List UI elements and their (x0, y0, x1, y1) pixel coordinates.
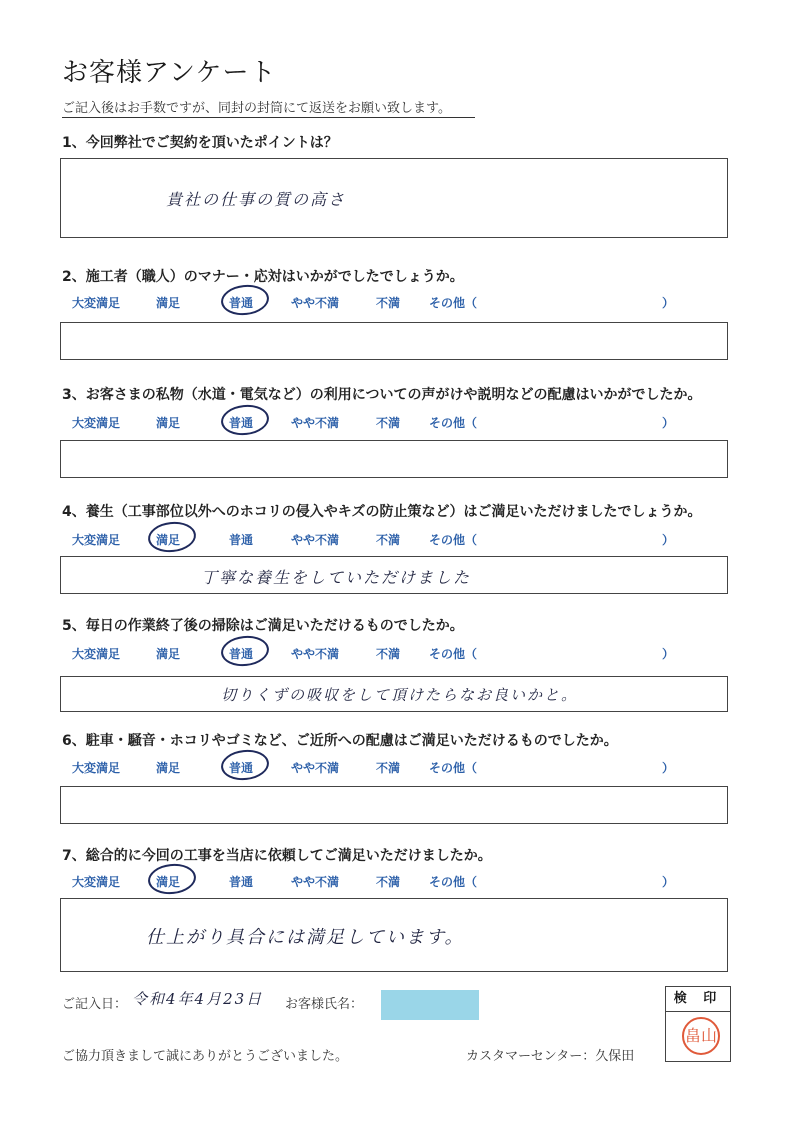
option-2[interactable]: 満足 (156, 296, 181, 310)
selected-circle-mark (220, 403, 271, 438)
question-6-text: 6、駐車・騒音・ホコリやゴミなど、ご近所への配慮はご満足いただけるものでしたか。 (62, 733, 618, 749)
question-5-text: 5、毎日の作業終了後の掃除はご満足いただけるものでしたか。 (62, 618, 464, 634)
question-7-answer-box[interactable] (60, 898, 728, 972)
option-4[interactable]: やや不満 (291, 416, 340, 430)
option-5[interactable]: 不満 (376, 761, 401, 775)
question-5-answer-box[interactable] (60, 676, 728, 712)
option-5[interactable]: 不満 (376, 416, 401, 430)
option-3[interactable]: 普通 (229, 875, 254, 889)
question-7-text: 7、総合的に今回の工事を当店に依頼してご満足いただけましたか。 (62, 848, 492, 864)
selected-circle-mark (220, 748, 271, 783)
selected-circle-mark (147, 862, 198, 897)
customer-name-redacted (381, 990, 479, 1020)
handwritten-answer: 丁寧な養生をしていただけました (201, 568, 472, 587)
handwritten-answer: 貴社の仕事の質の高さ (166, 190, 347, 209)
option-2[interactable]: 満足 (156, 647, 181, 661)
date-value: 令和4年4月23日 (132, 990, 264, 1008)
question-6-options (62, 757, 702, 779)
option-1[interactable]: 大変満足 (72, 533, 121, 547)
option-4[interactable]: やや不満 (291, 761, 340, 775)
option-6[interactable]: その他（ (429, 875, 478, 889)
thanks-text: ご協力頂きまして誠にありがとうございました。 (62, 1049, 349, 1064)
question-2-text: 2、施工者（職人）のマナー・応対はいかがでしたでしょうか。 (62, 269, 464, 285)
option-2[interactable]: 満足 (156, 416, 181, 430)
question-2-options (62, 292, 702, 314)
selected-circle-mark (147, 520, 198, 555)
option-5[interactable]: 不満 (376, 647, 401, 661)
option-1[interactable]: 大変満足 (72, 416, 121, 430)
handwritten-answer: 仕上がり具合には満足しています。 (146, 927, 465, 948)
option-7[interactable]: ） (662, 296, 675, 310)
option-3[interactable]: 普通 (229, 647, 254, 661)
option-1[interactable]: 大変満足 (72, 296, 121, 310)
question-1-text: 1、今回弊社でご契約を頂いたポイントは？ (62, 135, 338, 151)
option-3[interactable]: 普通 (229, 761, 254, 775)
seal-stamp: 畠山 (682, 1017, 720, 1055)
option-6[interactable]: その他（ (429, 416, 478, 430)
option-1[interactable]: 大変満足 (72, 875, 121, 889)
question-1-answer-box[interactable] (60, 158, 728, 238)
question-3-options (62, 412, 702, 434)
option-4[interactable]: やや不満 (291, 647, 340, 661)
option-6[interactable]: その他（ (429, 761, 478, 775)
question-7-options (62, 871, 702, 893)
option-4[interactable]: やや不満 (291, 533, 340, 547)
question-4-text: 4、養生（工事部位以外へのホコリの侵入やキズの防止策など）はご満足いただけましたでしょうか。 (62, 504, 702, 520)
option-7[interactable]: ） (662, 533, 675, 547)
question-4-options (62, 529, 702, 551)
selected-circle-mark (220, 283, 271, 318)
option-3[interactable]: 普通 (229, 416, 254, 430)
option-7[interactable]: ） (662, 761, 675, 775)
option-7[interactable]: ） (662, 647, 675, 661)
option-3[interactable]: 普通 (229, 533, 254, 547)
option-7[interactable]: ） (662, 416, 675, 430)
option-2[interactable]: 満足 (156, 533, 181, 547)
date-label: ご記入日： (62, 997, 128, 1012)
survey-subtitle: ご記入後はお手数ですが、同封の封筒にて返送をお願い致します。 (62, 97, 475, 118)
stamp-header: 検 印 (666, 987, 730, 1012)
question-5-options (62, 643, 702, 665)
selected-circle-mark (220, 634, 271, 669)
handwritten-answer: 切りくずの吸収をして頂けたらなお良いかと。 (221, 686, 579, 704)
option-7[interactable]: ） (662, 875, 675, 889)
option-6[interactable]: その他（ (429, 647, 478, 661)
option-1[interactable]: 大変満足 (72, 761, 121, 775)
customer-name-label: お客様氏名： (285, 997, 364, 1012)
question-3-text: 3、お客さまの私物（水道・電気など）の利用についての声がけや説明などの配慮はいかがでしたか。 (62, 387, 702, 403)
option-3[interactable]: 普通 (229, 296, 254, 310)
option-6[interactable]: その他（ (429, 296, 478, 310)
customer-center: カスタマーセンター：久保田 (466, 1049, 635, 1064)
question-6-answer-box[interactable] (60, 786, 728, 824)
option-5[interactable]: 不満 (376, 533, 401, 547)
option-1[interactable]: 大変満足 (72, 647, 121, 661)
option-6[interactable]: その他（ (429, 533, 478, 547)
question-2-answer-box[interactable] (60, 322, 728, 360)
option-4[interactable]: やや不満 (291, 296, 340, 310)
option-5[interactable]: 不満 (376, 296, 401, 310)
survey-title: お客様アンケート (62, 58, 277, 88)
option-5[interactable]: 不満 (376, 875, 401, 889)
question-3-answer-box[interactable] (60, 440, 728, 478)
option-4[interactable]: やや不満 (291, 875, 340, 889)
option-2[interactable]: 満足 (156, 761, 181, 775)
option-2[interactable]: 満足 (156, 875, 181, 889)
question-4-answer-box[interactable] (60, 556, 728, 594)
stamp-box (665, 986, 731, 1062)
